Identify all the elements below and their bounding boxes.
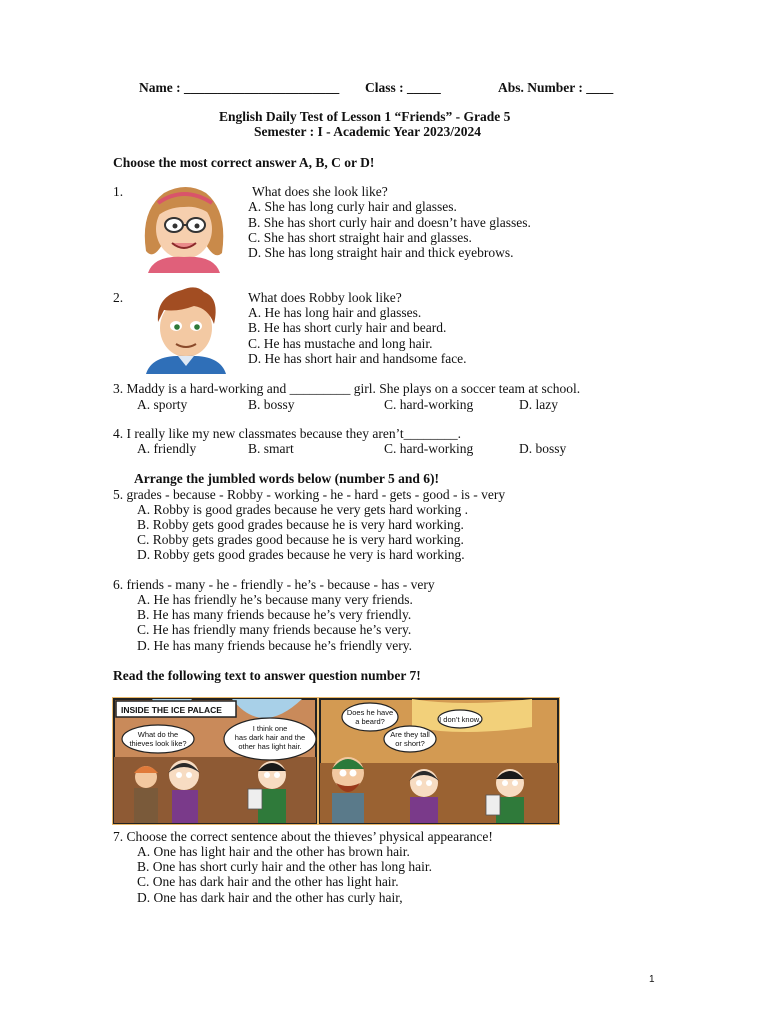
comic-bubble-2-line-3: other has light hair. xyxy=(238,742,302,751)
comic-bubble-1-line-2: thieves look like? xyxy=(129,739,187,748)
comic-bubble-5-line-2: or short? xyxy=(395,739,425,748)
q2-option-d[interactable]: D. He has short hair and handsome face. xyxy=(248,351,467,366)
section2-instruction: Arrange the jumbled words below (number 5 and 6)! xyxy=(134,471,440,486)
q7-option-c[interactable]: C. One has dark hair and the other has light hair. xyxy=(137,874,399,889)
comic-bubble-1-line-1: What do the xyxy=(137,730,179,739)
q2-option-b[interactable]: B. He has short curly hair and beard. xyxy=(248,320,447,335)
q4-option-a[interactable]: A. friendly xyxy=(137,441,197,456)
comic-strip-illustration xyxy=(112,697,560,825)
name-field-label: Name : _______________________ xyxy=(139,80,340,95)
q7-option-a[interactable]: A. One has light hair and the other has brown hair. xyxy=(137,844,410,859)
q5-question: 5. grades - because - Robby - working - he - hard - gets - good - is - very xyxy=(113,487,506,502)
q5-option-d[interactable]: D. Robby gets good grades because he very is hard working. xyxy=(137,547,465,562)
q6-option-b[interactable]: B. He has many friends because he’s very friendly. xyxy=(137,607,412,622)
q5-option-b[interactable]: B. Robby gets good grades because he is very hard working. xyxy=(137,517,464,532)
q5-option-a[interactable]: A. Robby is good grades because he very gets hard working . xyxy=(137,502,469,517)
q1-option-d[interactable]: D. She has long straight hair and thick eyebrows. xyxy=(248,245,514,260)
q2-question: What does Robby look like? xyxy=(248,290,402,305)
q3-option-c[interactable]: C. hard-working xyxy=(384,397,474,412)
comic-bubble-2-line-1: I think one xyxy=(252,724,288,733)
q3-option-b[interactable]: B. bossy xyxy=(248,397,295,412)
q3-option-d[interactable]: D. lazy xyxy=(519,397,558,412)
q7-option-b[interactable]: B. One has short curly hair and the other has long hair. xyxy=(137,859,433,874)
page-number: 1 xyxy=(649,974,655,985)
q1-question: What does she look like? xyxy=(252,184,388,199)
comic-bubble-2-line-2: has dark hair and the xyxy=(234,733,306,742)
q4-option-b[interactable]: B. smart xyxy=(248,441,294,456)
abs-number-field-label: Abs. Number : ____ xyxy=(498,80,614,95)
q2-option-a[interactable]: A. He has long hair and glasses. xyxy=(248,305,422,320)
section1-instruction: Choose the most correct answer A, B, C or D! xyxy=(113,155,375,170)
q4-question: 4. I really like my new classmates because they aren’t________. xyxy=(113,426,462,441)
q2-number: 2. xyxy=(113,290,124,305)
q3-option-a[interactable]: A. sporty xyxy=(137,397,188,412)
section3-instruction: Read the following text to answer question number 7! xyxy=(113,668,421,683)
q2-option-c[interactable]: C. He has mustache and long hair. xyxy=(248,336,433,351)
q1-option-b[interactable]: B. She has short curly hair and doesn’t have glasses. xyxy=(248,215,531,230)
q3-question: 3. Maddy is a hard-working and _________ girl. She plays on a soccer team at school. xyxy=(113,381,581,396)
test-title: English Daily Test of Lesson 1 “Friends” - Grade 5 xyxy=(219,109,511,124)
q1-option-a[interactable]: A. She has long curly hair and glasses. xyxy=(248,199,457,214)
q4-option-d[interactable]: D. bossy xyxy=(519,441,567,456)
q7-option-d[interactable]: D. One has dark hair and the other has curly hair, xyxy=(137,890,403,905)
q6-option-c[interactable]: C. He has friendly many friends because he’s very. xyxy=(137,622,412,637)
q1-number: 1. xyxy=(113,184,124,199)
girl-glasses-illustration xyxy=(134,181,232,273)
q1-option-c[interactable]: C. She has short straight hair and glasses. xyxy=(248,230,472,245)
q4-option-c[interactable]: C. hard-working xyxy=(384,441,474,456)
class-field-label: Class : _____ xyxy=(365,80,441,95)
q6-option-d[interactable]: D. He has many friends because he’s friendly very. xyxy=(137,638,413,653)
comic-bubble-5-line-1: Are they tall xyxy=(390,730,430,739)
q6-option-a[interactable]: A. He has friendly he’s because many very friends. xyxy=(137,592,413,607)
comic-bubble-3-line-2: a beard? xyxy=(355,717,385,726)
q5-option-c[interactable]: C. Robby gets grades good because he is very hard working. xyxy=(137,532,464,547)
comic-bubble-3-line-1: Does he have xyxy=(346,708,394,717)
q7-question: 7. Choose the correct sentence about the thieves’ physical appearance! xyxy=(113,829,493,844)
robby-boy-illustration xyxy=(142,282,232,374)
q6-question: 6. friends - many - he - friendly - he’s - because - has - very xyxy=(113,577,435,592)
semester-line: Semester : I - Academic Year 2023/2024 xyxy=(254,124,481,139)
comic-bubble-4: I don’t know. xyxy=(439,715,481,724)
comic-caption: INSIDE THE ICE PALACE xyxy=(121,705,222,715)
